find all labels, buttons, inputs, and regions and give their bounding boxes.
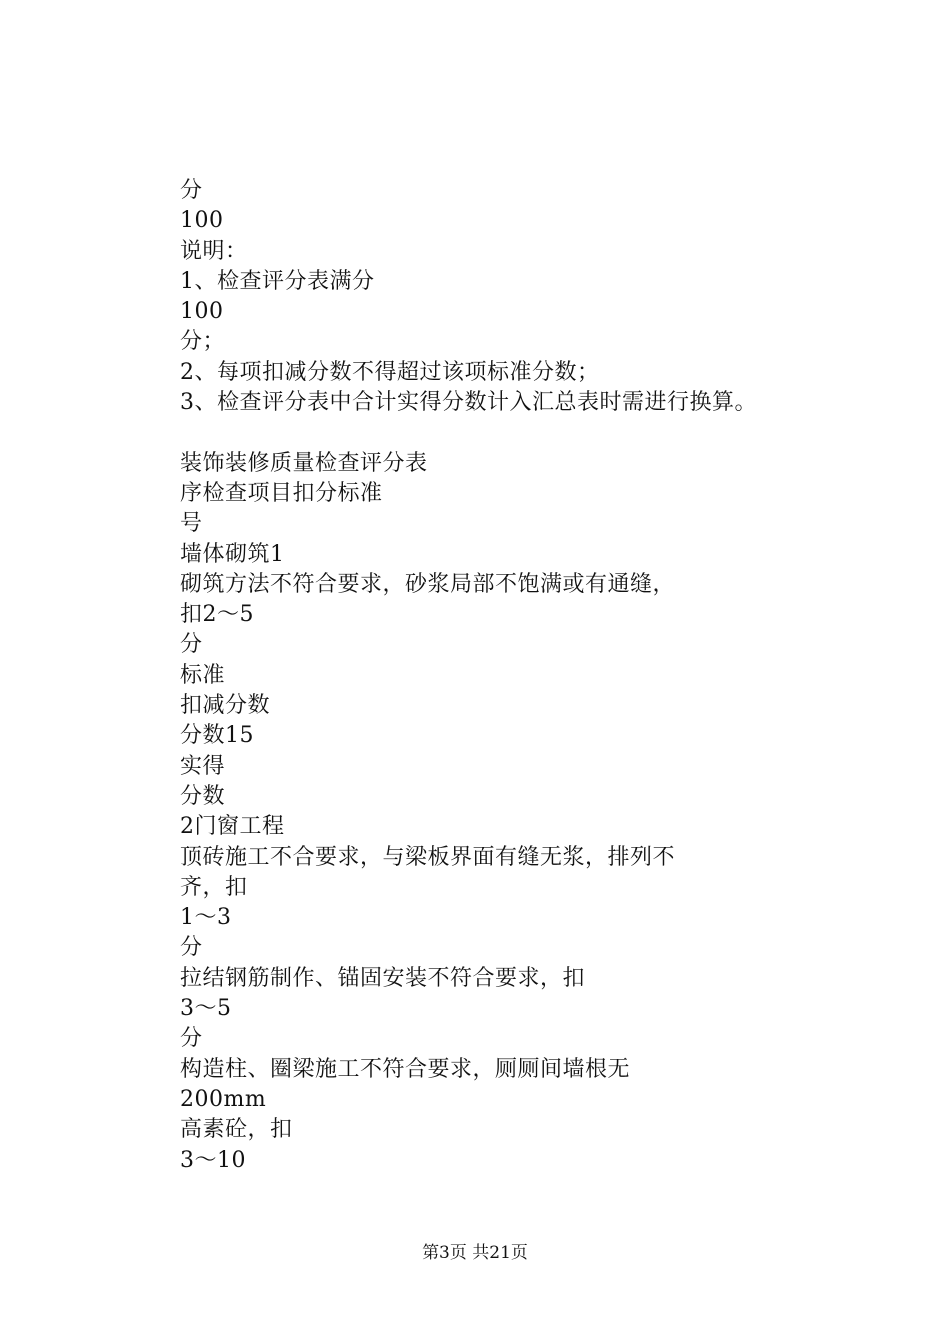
- text-line: 200mm: [180, 1086, 267, 1112]
- text-line: 实得: [180, 753, 226, 779]
- paragraph-gap: [180, 418, 880, 448]
- text-line: 2门窗工程: [180, 814, 285, 840]
- text-line: 2、每项扣减分数不得超过该项标准分数；: [180, 359, 600, 385]
- text-line: 高素砼，扣: [180, 1117, 293, 1143]
- text-line: 扣2～5: [180, 602, 254, 628]
- text-line: 3～10: [180, 1147, 246, 1173]
- text-line: 100: [180, 299, 224, 325]
- text-line: 扣减分数: [180, 693, 271, 719]
- text-line: 分数: [180, 783, 226, 809]
- text-line: 3～5: [180, 996, 232, 1022]
- text-line: 砌筑方法不符合要求，砂浆局部不饱满或有通缝，: [180, 571, 676, 597]
- page-footer: 第3页 共21页: [422, 1243, 528, 1263]
- text-line: 分: [180, 632, 203, 658]
- text-line: 100: [180, 208, 224, 234]
- text-line: 3、检查评分表中合计实得分数计入汇总表时需进行换算。: [180, 390, 757, 416]
- text-line: 构造柱、圈梁施工不符合要求，厕厕间墙根无: [180, 1056, 631, 1082]
- text-line: 标准: [180, 662, 226, 688]
- text-line: 齐，扣: [180, 874, 248, 900]
- document-body: [180, 176, 880, 1176]
- text-line: 墙体砌筑1: [180, 541, 285, 567]
- text-line: 说明：: [180, 238, 248, 264]
- text-line: 分: [180, 1026, 203, 1052]
- text-line: 1～3: [180, 905, 232, 931]
- text-line: 顶砖施工不合要求，与梁板界面有缝无浆，排列不: [180, 844, 676, 870]
- text-line: 序检查项目扣分标准: [180, 480, 383, 506]
- text-line: 分: [180, 178, 203, 203]
- text-line: 分数15: [180, 723, 254, 749]
- text-line: 分: [180, 935, 203, 961]
- text-line: 号: [180, 511, 203, 537]
- text-line: 拉结钢筋制作、锚固安装不符合要求，扣: [180, 965, 586, 991]
- table-title: 装饰装修质量检查评分表: [180, 450, 428, 476]
- text-line: 分；: [180, 329, 226, 355]
- text-line: 1、检查评分表满分: [180, 268, 375, 294]
